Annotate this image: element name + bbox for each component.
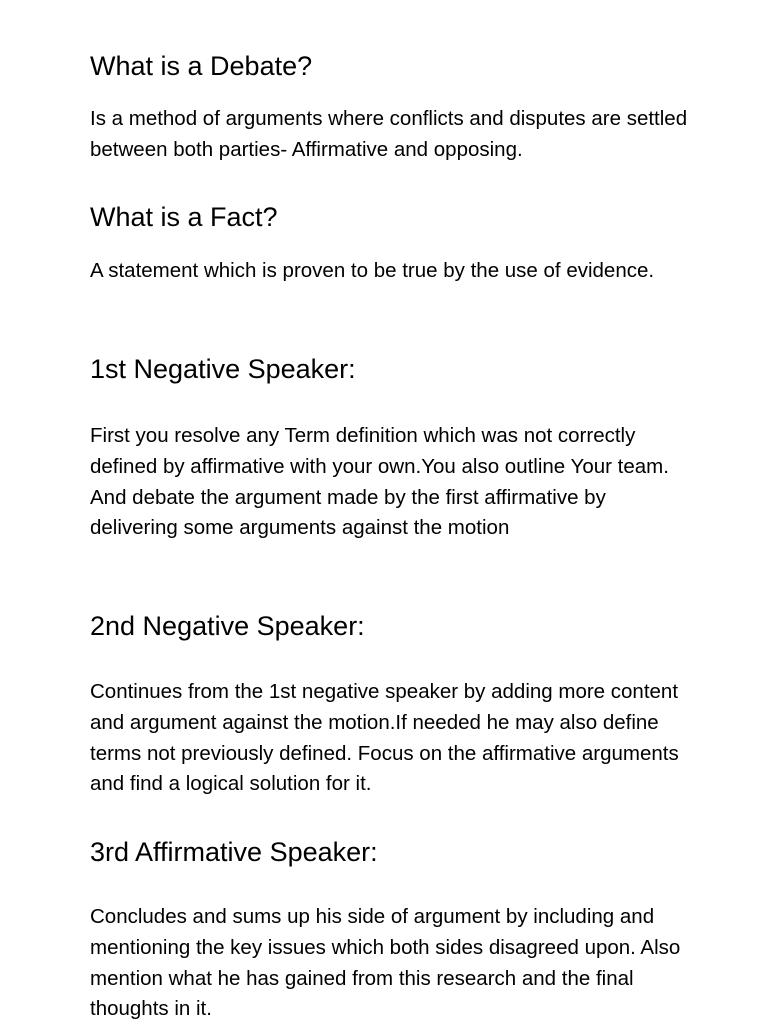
section-body-1st-negative: First you resolve any Term definition which was not correctly defined by affirmative with your own.You also outline Your team. And debate the argument made by the first affirmative by delivering some arguments against the motion [90,424,669,540]
section-heading-fact: What is a Fact? [90,202,278,232]
section-body-fact: A statement which is proven to be true by the use of evidence. [90,259,655,282]
section-heading-1st-negative: 1st Negative Speaker: [90,354,356,384]
section-body-2nd-negative: Continues from the 1st negative speaker by adding more content and argument against the motion.If needed he may also define terms not previously defined. Focus on the affirmative arguments and find a logical solution for it. [90,680,679,796]
section-body-debate: Is a method of arguments where conflicts and disputes are settled between both parties- Affirmative and opposing. [90,107,688,161]
section-heading-2nd-negative: 2nd Negative Speaker: [90,611,365,641]
section-heading-3rd-affirmative: 3rd Affirmative Speaker: [90,837,378,867]
section-body-3rd-affirmative: Concludes and sums up his side of argument by including and mentioning the key issues which both sides disagreed upon. Also mention what he has gained from this research and the final thoughts in it. [90,905,681,1021]
section-heading-debate: What is a Debate? [90,51,313,81]
